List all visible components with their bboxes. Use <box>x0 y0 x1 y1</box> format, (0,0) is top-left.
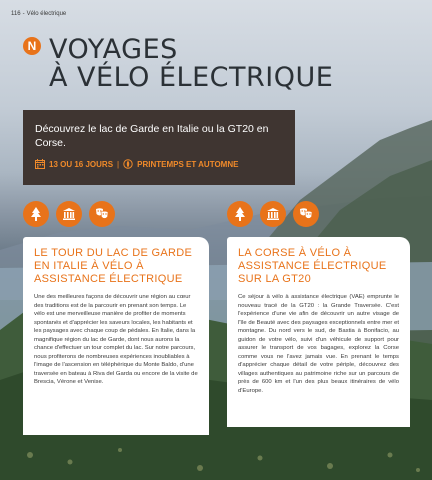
card-body: Ce séjour à vélo à assistance électrique (VAE) emprunte le nouveau tracé de la GT20 : la Grande Traversée. C'est l'expérience d'une vie afin de découvrir un autre visage de l'île de Beauté avec des paysages exceptionnels entre mer et montagne. Du nord vers le sud, de Bastia à Bonifacio, au guidon de votre vélo, suivi d'un véhicule de support pour assurer le transport de vos bagages, explorez la Corse comme vous ne l'avez jamais vue. En prenant le temps d'apprécier chaque détail de votre périple, découvrez des villages authentiques au patrimoine riche sur un parcours de près de 600 km et l'un des plus beaux itinéraires de vélo d'Europe. <box>238 294 399 394</box>
running-header <box>11 11 66 17</box>
intro-text: Découvrez le lac de Garde en Italie ou la GT20 en Corse. <box>35 123 269 149</box>
calendar-icon <box>35 159 45 169</box>
header-separator: - <box>22 11 25 17</box>
season-label: PRINTEMPS ET AUTOMNE <box>137 159 239 169</box>
section-name: Vélo électrique <box>26 11 67 17</box>
section-badge: N <box>23 37 41 55</box>
meta-separator: | <box>117 159 120 169</box>
card-body: Une des meilleures façons de découvrir une région au cœur des traditions est de la parcourir en prenant son temps. Le vélo est une merveilleuse manière de profiter de moments spontanés et d'apprécier les saveurs locales, les habitants et les paysages avec chaque coup de pédales. En Italie, dans la magnifique région du lac de Garde, dont nous aurons la chance d'effectuer un tour complet du lac. Sur notre parcours, nous profiterons de nombreuses expériences inoubliables à l'image de l'ascension en téléphérique du Monte Baldo, d'une traversée en bateau à Riva del Garda ou encore de la visite de Brescia, Vérone et Venise. <box>34 294 198 385</box>
monument-icon <box>56 201 82 227</box>
card-heading: LA CORSE À VÉLO À ASSISTANCE ÉLECTRIQUE SUR LA GT20 <box>238 247 387 285</box>
tree-icon <box>227 201 253 227</box>
title-line-1: VOYAGES <box>49 34 178 65</box>
theatre-masks-icon <box>89 201 115 227</box>
card-corsica-gt20 <box>227 237 410 427</box>
left-theme-icons <box>23 201 115 227</box>
title-line-2: À VÉLO ÉLECTRIQUE <box>49 62 334 93</box>
card-heading: LE TOUR DU LAC DE GARDE EN ITALIE À VÉLO À ASSISTANCE ÉLECTRIQUE <box>34 247 193 285</box>
right-theme-icons <box>227 201 319 227</box>
tree-icon <box>23 201 49 227</box>
season-icon <box>123 159 133 169</box>
monument-icon <box>260 201 286 227</box>
duration-label: 13 OU 16 JOURS <box>49 159 114 169</box>
intro-box <box>23 110 295 185</box>
theatre-masks-icon <box>293 201 319 227</box>
trip-meta <box>35 159 295 169</box>
page-number: 116 <box>11 11 21 17</box>
card-lake-garda <box>23 237 209 435</box>
